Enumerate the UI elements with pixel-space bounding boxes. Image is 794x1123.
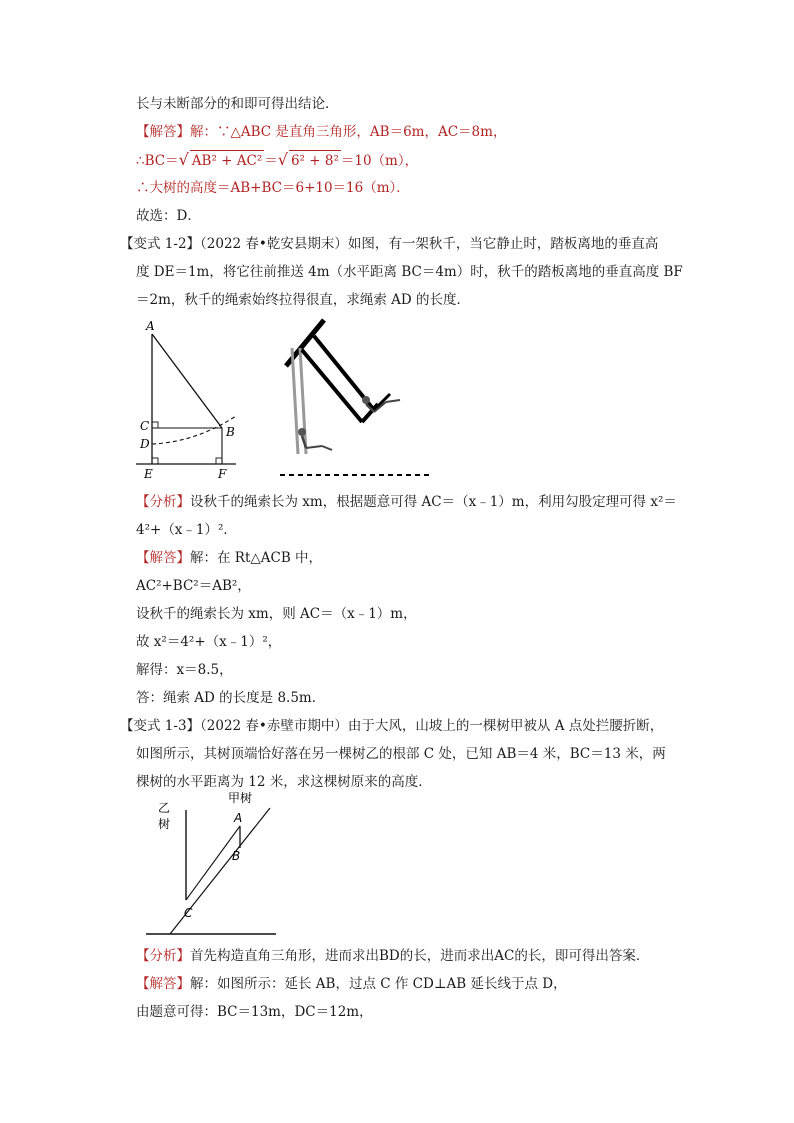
sqrt-sign-1: √	[178, 150, 189, 169]
v12-analysis-tag: 【分析】	[136, 494, 190, 510]
v13-solution-text-1: 解：如图所示：延长 AB，过点 C 作 CD⊥AB 延长线于点 D，	[190, 976, 567, 992]
prev-height-line: ∴大树的高度＝AB+BC＝6+10＝16（m）．	[136, 180, 410, 196]
label-B: B	[226, 425, 235, 439]
v13-tag: 【变式 1-3】	[120, 718, 201, 734]
v13-problem-line-3: 棵树的水平距离为 12 米，求这棵树原来的高度．	[136, 774, 432, 790]
sqrt-sign-2: √	[277, 150, 288, 169]
label-tree-shu: 树	[158, 817, 171, 831]
v12-solution-line-2: AC²+BC²＝AB²，	[136, 578, 251, 594]
label-C: C	[140, 419, 150, 433]
v13-solution-line-2: 由题意可得：BC＝13m，DC＝12m，	[136, 1004, 373, 1020]
v13-solution-tag: 【解答】	[136, 976, 190, 992]
label-B: B	[232, 849, 241, 863]
label-E: E	[144, 467, 153, 481]
v12-problem-line-2: 度 DE＝1m，将它往前推送 4m（水平距离 BC＝4m）时，秋千的踏板离地的垂直高度 BF	[136, 264, 683, 280]
tree-diagram	[136, 786, 286, 938]
v12-solution-line-5: 解得：x＝8.5，	[136, 662, 233, 678]
radicand-1: AB² + AC²	[190, 150, 264, 171]
answer-text: 解：∵△ABC 是直角三角形，AB＝6m，AC＝8m，	[190, 124, 507, 140]
prev-answer-line	[136, 122, 506, 142]
v12-analysis-line-2: 4²+（x﹣1）²．	[136, 522, 237, 538]
v12-problem-line-1	[120, 234, 658, 254]
v13-solution-line-1	[136, 974, 567, 994]
answer-tag: 【解答】	[136, 124, 190, 140]
v12-solution-line-6: 答：绳索 AD 的长度是 8.5m．	[136, 690, 326, 706]
label-C: C	[184, 906, 193, 920]
v12-solution-line-3: 设秋千的绳索长为 xm，则 AC＝（x﹣1）m，	[136, 606, 417, 622]
radicand-2: 6² + 8²	[289, 150, 341, 171]
swing-illustration	[278, 314, 438, 479]
v12-analysis-text-1: 设秋千的绳索长为 xm，根据题意可得 AC＝（x﹣1）m，利用勾股定理可得 x²＝	[190, 494, 677, 510]
v12-solution-tag: 【解答】	[136, 550, 190, 566]
prev-choose-line: 故选：D．	[136, 208, 201, 224]
equals-1: ＝	[264, 153, 278, 169]
v12-solution-line-4: 故 x²＝4²+（x﹣1）²，	[136, 634, 282, 650]
v12-problem-line-3: ＝2m，秋千的绳索始终拉得很直，求绳索 AD 的长度．	[136, 292, 471, 308]
label-tree-jia: 甲树	[228, 791, 253, 805]
v13-text-1: 由于大风，山坡上的一棵树甲被从 A 点处拦腰折断，	[347, 718, 664, 734]
label-A: A	[146, 319, 155, 333]
v13-problem-line-2: 如图所示，其树顶端恰好落在另一棵树乙的根部 C 处，已知 AB＝4 米，BC＝13 米，两	[136, 746, 666, 762]
label-F: F	[218, 467, 227, 481]
v13-analysis-line-1	[136, 946, 649, 966]
v13-analysis-tag: 【分析】	[136, 948, 190, 964]
label-D: D	[140, 437, 150, 451]
v12-text-1: 如图，有一架秋千，当它静止时，踏板离地的垂直高	[347, 236, 659, 252]
prev-conclusion-line: 长与未断部分的和即可得出结论．	[136, 96, 339, 112]
v13-analysis-text-1: 首先构造直角三角形，进而求出BD的长，进而求出AC的长，即可得出答案．	[190, 948, 650, 964]
v13-source: （2022 春•赤壁市期中）	[200, 718, 348, 734]
prev-bc-formula	[136, 150, 418, 171]
bc-result: ＝10（m），	[340, 153, 419, 169]
v13-problem-line-1	[120, 716, 663, 736]
v12-solution-text-1: 解：在 Rt△ACB 中，	[190, 550, 323, 566]
bc-prefix: ∴BC＝	[136, 153, 179, 169]
v12-analysis-line-1	[136, 492, 677, 512]
v12-tag: 【变式 1-2】	[120, 236, 201, 252]
v12-solution-line-1	[136, 548, 322, 568]
swing-diagram	[136, 318, 246, 483]
label-tree-yi: 乙	[158, 801, 171, 815]
v12-source: （2022 春•乾安县期末）	[200, 236, 348, 252]
label-A: A	[234, 811, 243, 825]
